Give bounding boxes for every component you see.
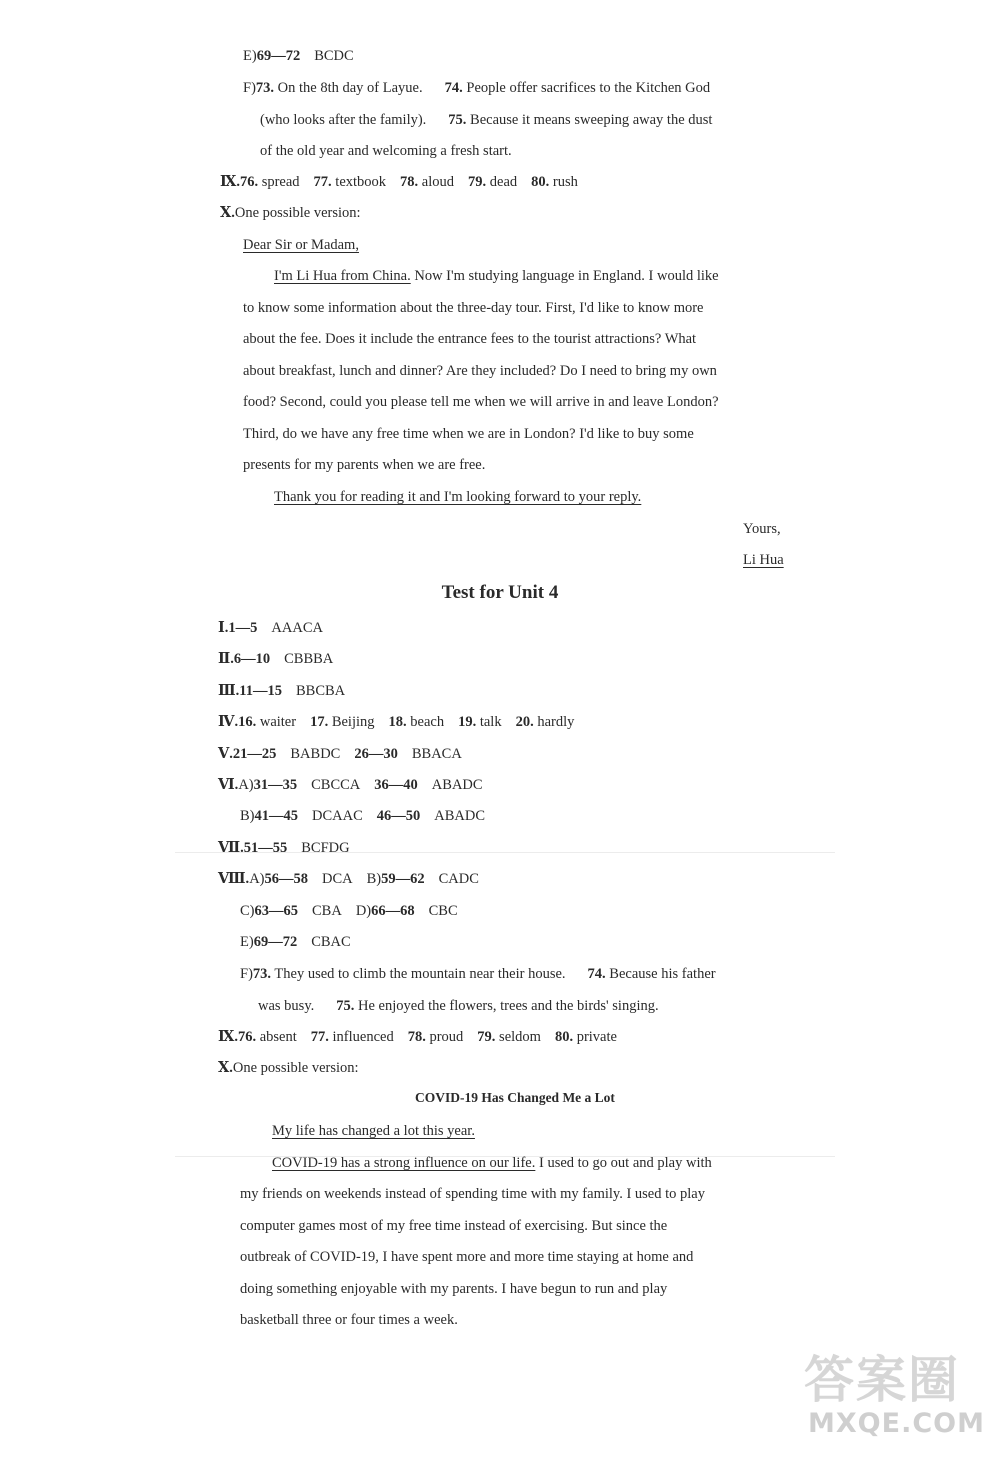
range: 51—55 <box>243 840 288 856</box>
q-number: 17. <box>310 714 329 730</box>
roman-numeral: Ⅵ. <box>218 777 239 793</box>
letter-line-1 <box>274 266 794 286</box>
answers: DCA <box>322 871 353 887</box>
roman-numeral: Ⅸ. <box>218 1029 238 1045</box>
underlined-sentence: COVID-19 has a strong influence on our life. <box>272 1155 536 1171</box>
roman-numeral: Ⅹ. <box>220 205 235 221</box>
q-number: 18. <box>388 714 407 730</box>
answers: ABADC <box>434 808 486 824</box>
section-ix <box>218 1027 617 1047</box>
answers: CBCCA <box>311 777 361 793</box>
section-v <box>218 744 462 764</box>
letter-line-4: about breakfast, lunch and dinner? Are they included? Do I need to bring my own <box>243 363 717 379</box>
part-label: E) <box>243 48 257 64</box>
q-number: 20. <box>515 714 534 730</box>
section-viii-e <box>240 932 351 952</box>
range: 26—30 <box>354 746 398 762</box>
answer-text: (who looks after the family). <box>260 112 427 128</box>
prev-ix-line <box>220 172 578 192</box>
section-vi-b <box>240 806 485 826</box>
range: 63—65 <box>254 903 298 919</box>
answers: CBC <box>428 903 458 919</box>
answers: ABADC <box>431 777 483 793</box>
part-label: B) <box>366 871 382 887</box>
q-number: 80. <box>554 1029 574 1045</box>
section-ii <box>218 649 333 669</box>
q-number: 76. <box>237 1029 257 1045</box>
prev-f-line-3: of the old year and welcoming a fresh start. <box>260 143 512 159</box>
roman-numeral: Ⅱ. <box>218 651 234 667</box>
range: 31—35 <box>253 777 298 793</box>
answer-word: influenced <box>332 1029 394 1045</box>
section-viii-ab <box>218 869 479 889</box>
answer-word: rush <box>552 174 578 190</box>
watermark-logo-text: 答案圈 <box>804 1351 960 1409</box>
letter-yours: Yours, <box>743 521 781 537</box>
q-number: 79. <box>468 174 487 190</box>
q-number: 79. <box>477 1029 496 1045</box>
range: 6—10 <box>233 651 271 667</box>
essay-text: I used to go out and play with <box>535 1155 712 1171</box>
essay-line-4: outbreak of COVID-19, I have spent more and more time staying at home and <box>240 1249 694 1265</box>
answers: CBAC <box>311 934 351 950</box>
letter-signature: Li Hua <box>743 552 784 568</box>
q-number: 19. <box>458 714 477 730</box>
site-watermark <box>796 1332 986 1452</box>
range: 36—40 <box>374 777 418 793</box>
answer-text: People offer sacrifices to the Kitchen God <box>466 80 711 96</box>
roman-numeral: Ⅸ. <box>220 174 240 190</box>
answer-text: Because it means sweeping away the dust <box>470 112 713 128</box>
answer-word: aloud <box>421 174 455 190</box>
roman-numeral: Ⅴ. <box>218 746 233 762</box>
answers: BBACA <box>411 746 462 762</box>
answer-word: private <box>576 1029 617 1045</box>
q-number: 77. <box>313 174 332 190</box>
answers: BBCBA <box>296 683 346 699</box>
essay-title: COVID-19 Has Changed Me a Lot <box>415 1090 615 1105</box>
q-number: 77. <box>310 1029 329 1045</box>
section-vii <box>218 838 350 858</box>
answers: AAACA <box>271 620 323 636</box>
roman-numeral: Ⅶ. <box>218 840 244 856</box>
part-label: D) <box>355 903 372 919</box>
range: 59—62 <box>381 871 425 887</box>
range: 69—72 <box>253 934 298 950</box>
answer-text: They used to climb the mountain near their house. <box>274 966 566 982</box>
answer-word: proud <box>429 1029 464 1045</box>
answers: BABDC <box>290 746 341 762</box>
q-number: 75. <box>448 112 467 128</box>
prev-f-line-2 <box>260 110 712 130</box>
answer-word: waiter <box>259 714 297 730</box>
range: 69—72 <box>256 48 301 64</box>
answer-word: absent <box>259 1029 297 1045</box>
answer-word: textbook <box>335 174 387 190</box>
part-label: E) <box>240 934 254 950</box>
essay-line-3: computer games most of my free time instead of exercising. But since the <box>240 1218 668 1234</box>
answers: CBBBA <box>284 651 334 667</box>
section-iii <box>218 681 345 701</box>
roman-numeral: Ⅹ. <box>218 1060 233 1076</box>
part-label: A) <box>249 871 265 887</box>
section-viii-f-line-1 <box>240 964 716 984</box>
part-label: C) <box>240 903 255 919</box>
section-x <box>218 1058 359 1078</box>
answer-word: hardly <box>537 714 575 730</box>
answer-word: beach <box>410 714 445 730</box>
prev-e-line <box>243 46 354 66</box>
q-number: 75. <box>336 998 355 1014</box>
answers: BCDC <box>314 48 354 64</box>
q-number: 76. <box>239 174 259 190</box>
q-number: 80. <box>531 174 550 190</box>
essay-line-5: doing something enjoyable with my parents. I have begun to run and play <box>240 1281 668 1297</box>
section-iv <box>218 712 574 732</box>
prev-f-line-1 <box>243 78 710 98</box>
range: 46—50 <box>376 808 421 824</box>
answer-word: talk <box>479 714 502 730</box>
section-text: One possible version: <box>232 1060 359 1076</box>
watermark-domain: MXQE.COM <box>808 1408 985 1439</box>
answer-word: dead <box>489 174 518 190</box>
q-number: 16. <box>238 714 257 730</box>
essay-line-2: my friends on weekends instead of spending time with my family. I used to play <box>240 1186 705 1202</box>
answer-text: On the 8th day of Layue. <box>277 80 423 96</box>
range: 11—15 <box>239 683 282 699</box>
range: 21—25 <box>232 746 277 762</box>
answer-text: Because his father <box>609 966 716 982</box>
section-i <box>218 618 323 638</box>
range: 41—45 <box>254 808 298 824</box>
roman-numeral: Ⅲ. <box>218 683 240 699</box>
prev-x-line <box>220 203 361 223</box>
roman-numeral: Ⅰ. <box>218 620 229 636</box>
letter-line-2: to know some information about the three-day tour. First, I'd like to know more <box>243 300 704 316</box>
range: 1—5 <box>228 620 258 636</box>
essay-paragraph-1: My life has changed a lot this year. <box>272 1123 475 1139</box>
part-label: B) <box>240 808 255 824</box>
q-number: 74. <box>587 966 606 982</box>
letter-line-3: about the fee. Does it include the entrance fees to the tourist attractions? What <box>243 331 697 347</box>
essay-line-1 <box>272 1153 792 1173</box>
roman-numeral: Ⅳ. <box>218 714 239 730</box>
part-label: F) <box>240 966 253 982</box>
letter-closing-line: Thank you for reading it and I'm looking forward to your reply. <box>274 489 642 505</box>
part-label: F) <box>243 80 256 96</box>
letter-line-7: presents for my parents when we are free. <box>243 457 486 473</box>
answers: DCAAC <box>312 808 363 824</box>
letter-line-5: food? Second, could you please tell me when we will arrive in and leave London? <box>243 394 719 410</box>
answer-word: seldom <box>499 1029 541 1045</box>
answer-text: He enjoyed the flowers, trees and the birds' singing. <box>358 998 659 1014</box>
answers: BCFDG <box>301 840 350 856</box>
range: 66—68 <box>371 903 415 919</box>
q-number: 73. <box>255 80 275 96</box>
part-label: A) <box>238 777 254 793</box>
section-text: One possible version: <box>234 205 361 221</box>
q-number: 78. <box>407 1029 426 1045</box>
section-vi-a <box>218 775 483 795</box>
answer-text: was busy. <box>258 998 315 1014</box>
answers: CADC <box>438 871 479 887</box>
unit-title: Test for Unit 4 <box>441 582 559 603</box>
letter-salutation: Dear Sir or Madam, <box>243 237 359 253</box>
q-number: 74. <box>444 80 463 96</box>
roman-numeral: Ⅷ. <box>218 871 250 887</box>
answer-word: Beijing <box>331 714 375 730</box>
letter-line-6: Third, do we have any free time when we are in London? I'd like to buy some <box>243 426 694 442</box>
section-viii-f-line-2 <box>258 996 659 1016</box>
letter-text: Now I'm studying language in England. I would like <box>410 268 719 284</box>
section-viii-cd <box>240 901 458 921</box>
essay-line-6: basketball three or four times a week. <box>240 1312 458 1328</box>
answers: CBA <box>312 903 342 919</box>
q-number: 78. <box>400 174 419 190</box>
q-number: 73. <box>252 966 272 982</box>
answer-word: spread <box>261 174 300 190</box>
underlined-sentence: I'm Li Hua from China. <box>274 268 411 284</box>
range: 56—58 <box>264 871 308 887</box>
